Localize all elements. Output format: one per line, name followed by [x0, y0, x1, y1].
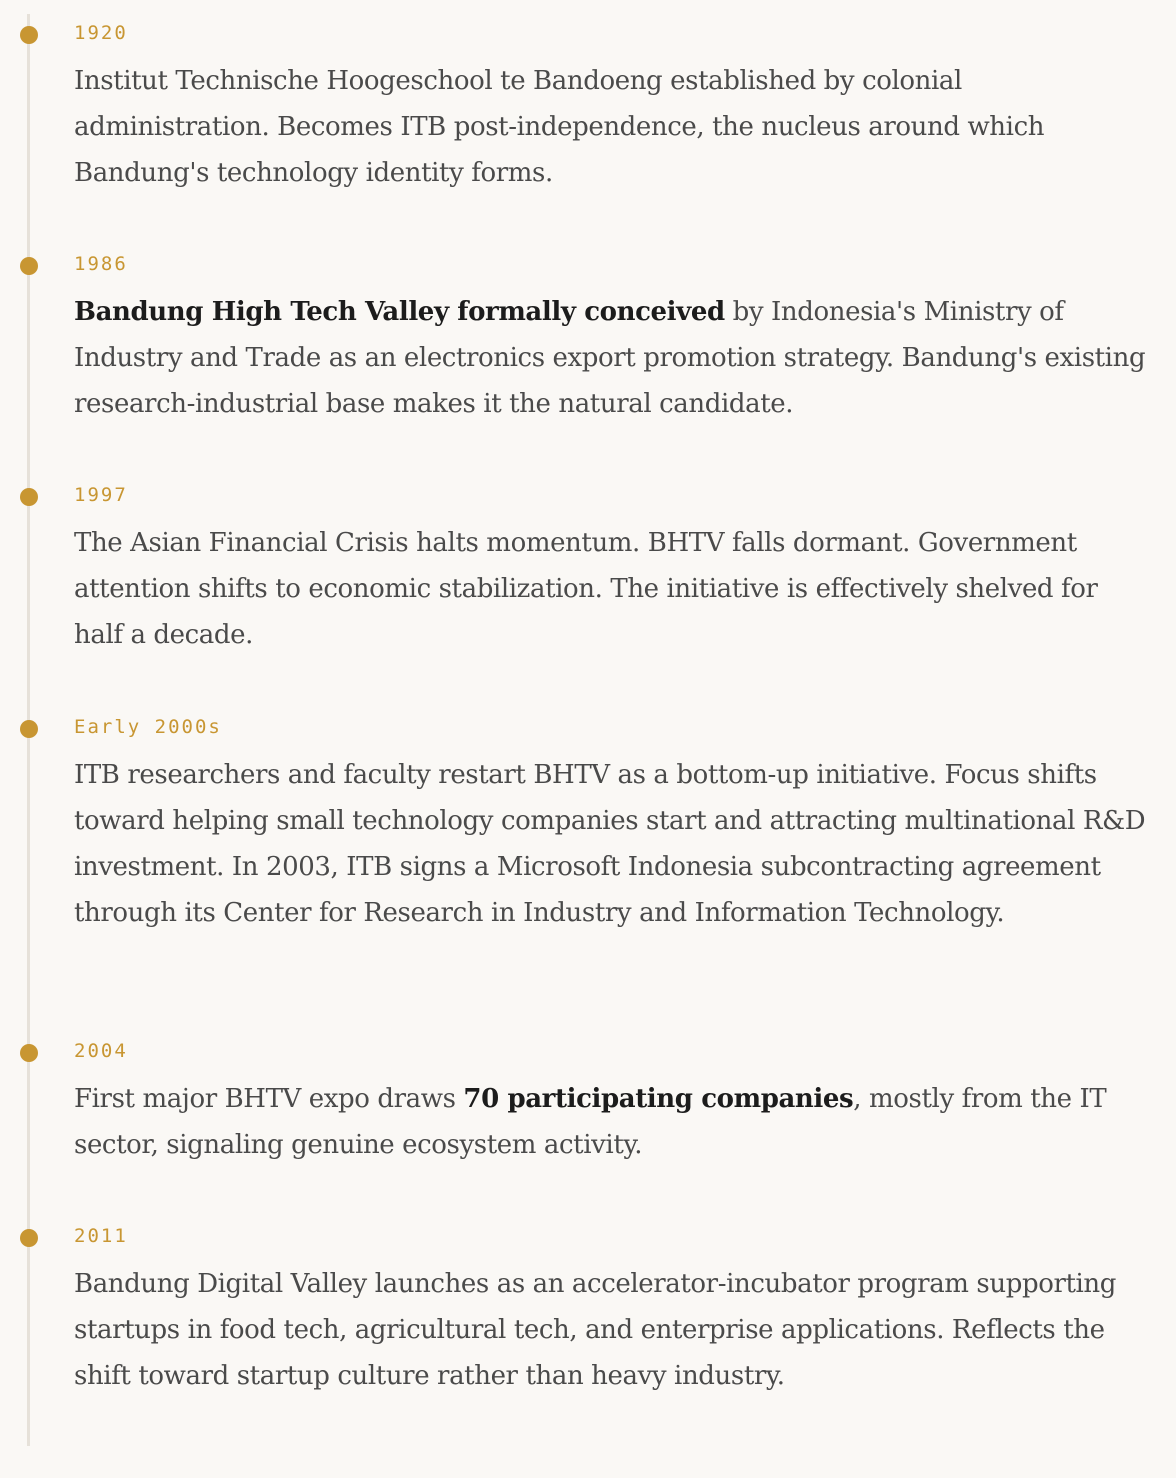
- timeline-dot-icon: [20, 720, 38, 738]
- timeline-dot-icon: [20, 26, 38, 44]
- event-description: [74, 1261, 1146, 1399]
- event-date: Early 2000s: [74, 716, 222, 738]
- timeline-dot-icon: [20, 488, 38, 506]
- event-text-bold: Bandung High Tech Valley formally conceived: [74, 297, 725, 327]
- event-text-post: by Indonesia's Ministry of Industry and Trade as an electronics export promotion strategy. Bandung's existing research-industrial base makes it the natural candidate.: [74, 297, 1146, 419]
- event-text-pre: First major BHTV expo draws: [74, 1084, 464, 1114]
- event-date: 2004: [74, 1040, 128, 1062]
- timeline-dot-icon: [20, 1229, 38, 1247]
- event-description: [74, 520, 1146, 658]
- event-text-post: Institut Technische Hoogeschool te Bandoeng established by colonial administration. Becomes ITB post-independence, the nucleus around which Bandung's technology identity forms.: [74, 66, 1045, 188]
- event-description: [74, 289, 1146, 427]
- event-description: [74, 58, 1146, 196]
- event-description: [74, 1076, 1146, 1168]
- event-date: 1997: [74, 484, 128, 506]
- timeline-dot-icon: [20, 257, 38, 275]
- event-text-bold: 70 participating companies: [463, 1084, 854, 1114]
- event-text-post: Bandung Digital Valley launches as an accelerator-incubator program supporting startups in food tech, agricultural tech, and enterprise applications. Reflects the shift toward startup culture rather than heavy industry.: [74, 1269, 1117, 1391]
- timeline-dot-icon: [20, 1044, 38, 1062]
- event-date: 1986: [74, 253, 128, 275]
- event-text-post: The Asian Financial Crisis halts momentum. BHTV falls dormant. Government attention shifts to economic stabilization. The initiative is effectively shelved for half a decade.: [74, 528, 1098, 650]
- event-date: 2011: [74, 1225, 128, 1247]
- event-description: [74, 752, 1146, 936]
- event-text-post: ITB researchers and faculty restart BHTV as a bottom-up initiative. Focus shifts toward helping small technology companies start and attracting multinational R&D investment. In 2003, ITB signs a Microsoft Indonesia subcontracting agreement through its Center for Research in Industry and Information Technology.: [74, 760, 1146, 928]
- event-date: 1920: [74, 22, 128, 44]
- event-text-post: , mostly from the IT sector, signaling genuine ecosystem activity.: [74, 1084, 1107, 1160]
